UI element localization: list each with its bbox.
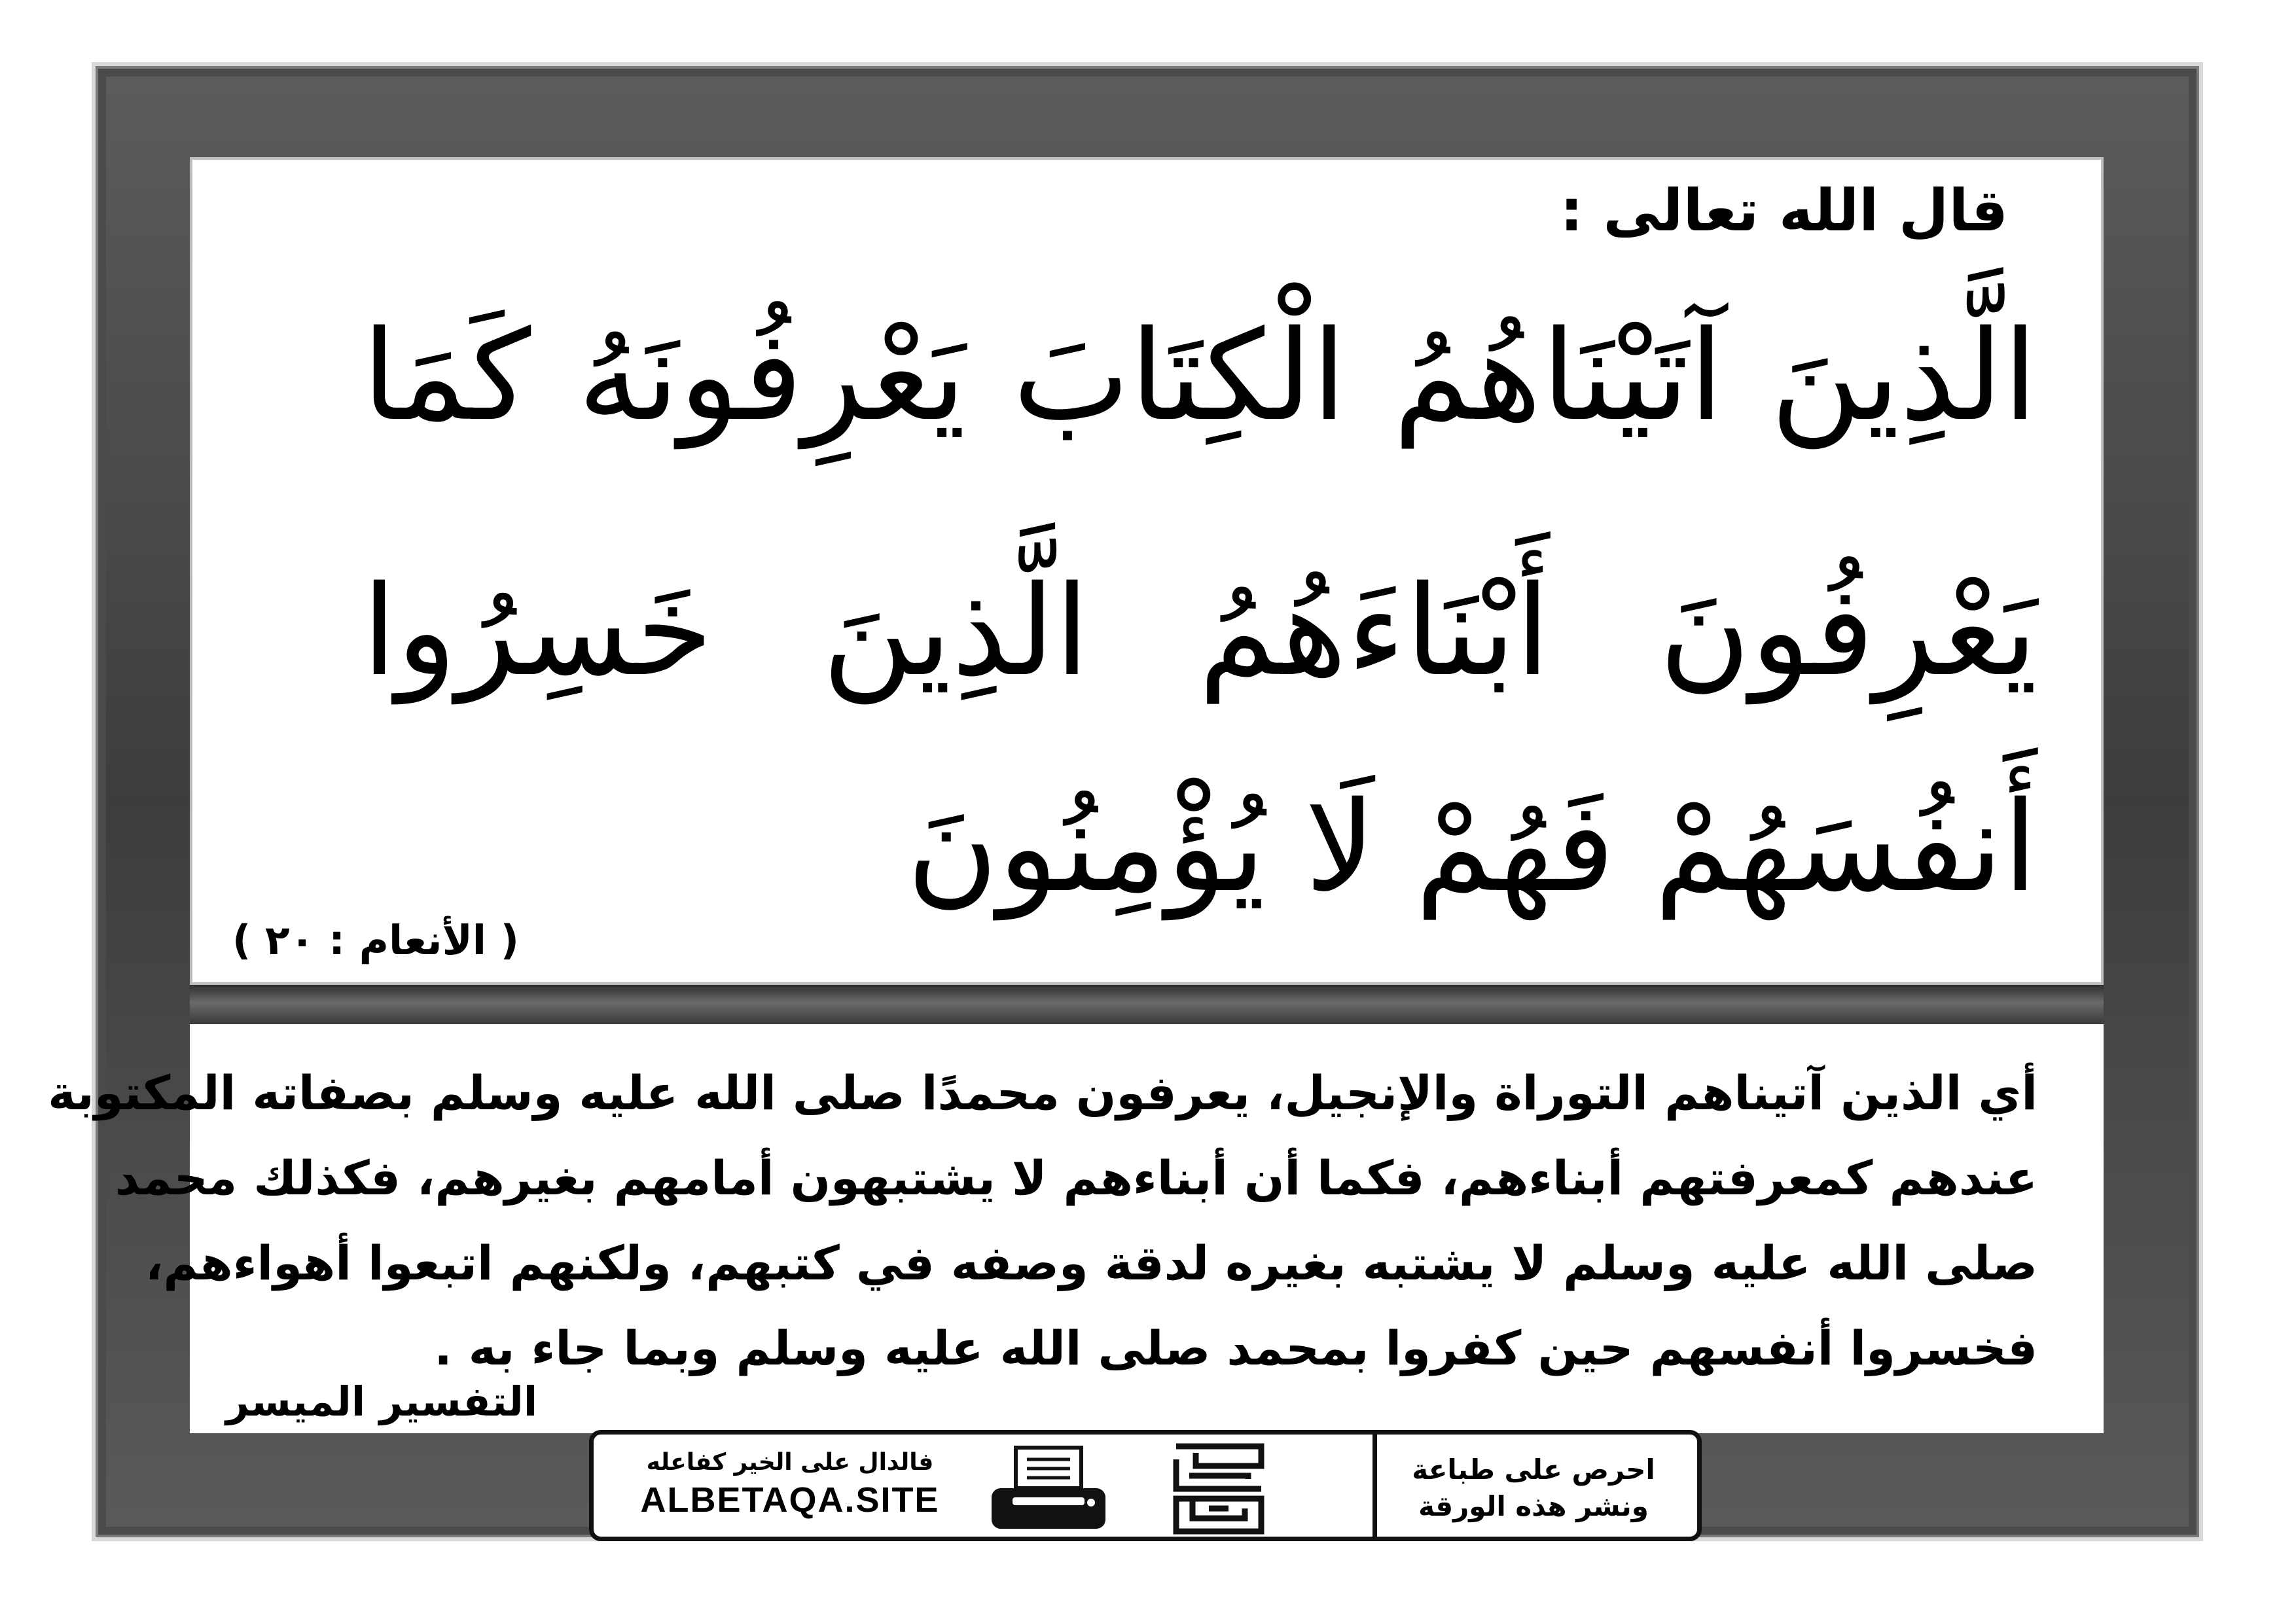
tafsir-source: التفسير الميسر bbox=[226, 1378, 538, 1425]
verse-line-1: الَّذِينَ آتَيْنَاهُمُ الْكِتَابَ يَعْرِفُونَهُ كَمَا bbox=[362, 304, 2037, 448]
slogan-line-2: ونشر هذه الورقة bbox=[1418, 1490, 1649, 1522]
tafsir-line-3: صلى الله عليه وسلم لا يشتبه بغيره لدقة وصفه في كتبهم، ولكنهم اتبعوا أهواءهم، bbox=[145, 1236, 2037, 1291]
tafsir-line-1: أي الذين آتيناهم التوراة والإنجيل، يعرفون محمدًا صلى الله عليه وسلم بصفاته المكتوبة bbox=[48, 1065, 2037, 1120]
panel-divider bbox=[190, 985, 2104, 1024]
tafsir-text bbox=[48, 1050, 2037, 1391]
verse-reference: ( الأنعام : ٢٠ ) bbox=[232, 916, 519, 964]
verse-line-3: أَنفُسَهُمْ فَهُمْ لَا يُؤْمِنُونَ bbox=[906, 775, 2037, 919]
site-link[interactable]: ALBETAQA.SITE bbox=[640, 1480, 940, 1520]
verse-line-2: يَعْرِفُونَ أَبْنَاءَهُمُ الَّذِينَ خَسِرُوا bbox=[362, 559, 2037, 704]
footer-divider-right bbox=[1372, 1435, 1377, 1537]
slogan-line-1: احرص على طباعة bbox=[1412, 1454, 1655, 1486]
footer-box bbox=[589, 1430, 1702, 1541]
logo-icon bbox=[1170, 1440, 1268, 1538]
footer-hadith: فالدال على الخير كفاعله bbox=[646, 1449, 934, 1476]
tafsir-line-2: عندهم كمعرفتهم أبناءهم، فكما أن أبناءهم لا يشتبهون أمامهم بغيرهم، فكذلك محمد bbox=[115, 1150, 2037, 1205]
footer-slogan bbox=[1396, 1452, 1671, 1525]
footer-site-block bbox=[620, 1449, 960, 1520]
tafsir-line-4: فخسروا أنفسهم حين كفروا بمحمد صلى الله عليه وسلم وبما جاء به . bbox=[434, 1321, 2037, 1376]
verse-intro: قال الله تعالى : bbox=[1560, 177, 2008, 244]
printer-icon bbox=[986, 1442, 1111, 1534]
